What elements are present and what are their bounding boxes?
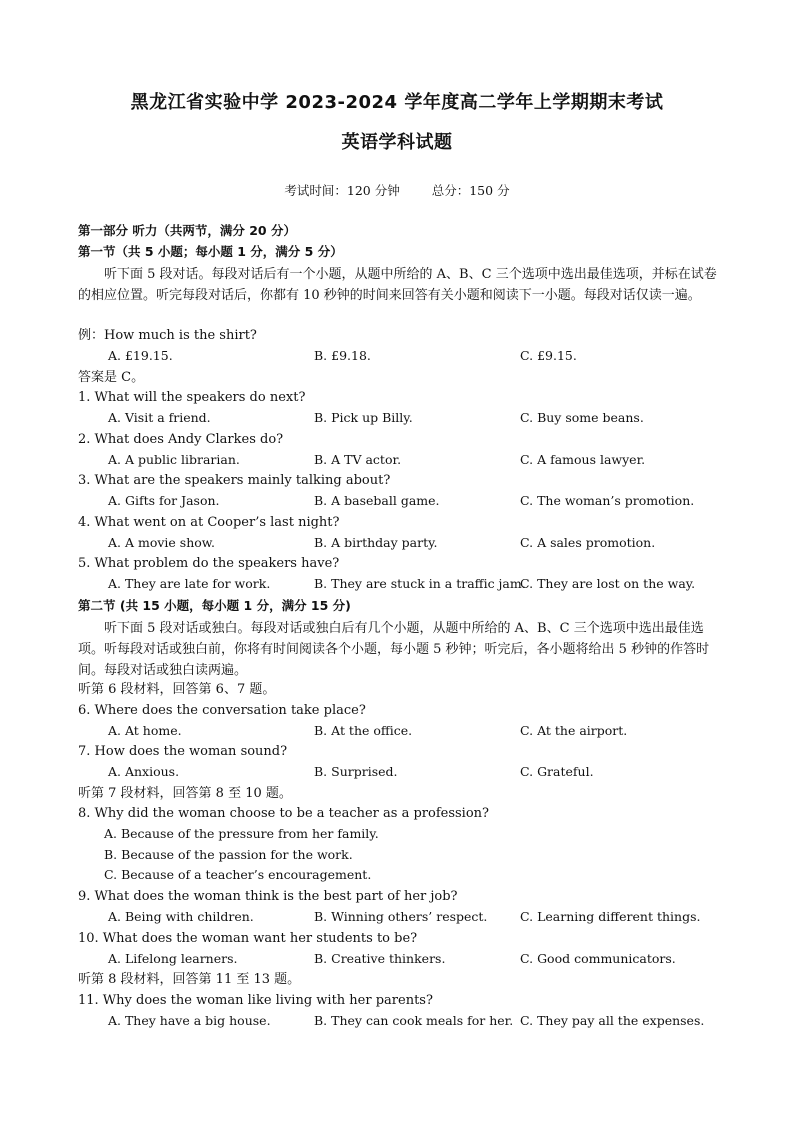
part1-heading: 第一部分 听力（共两节，满分 20 分） [78,223,296,238]
option-b: B. £9.18. [314,348,371,363]
question-options [108,410,728,428]
option-a: A. They have a big house. [108,1013,271,1028]
option-c: C. They pay all the expenses. [520,1013,705,1028]
exam-time: 考试时间：120 分钟 [284,183,400,198]
option-b: B. A TV actor. [314,452,402,467]
section1-instructions: 听下面 5 段对话。每段对话后有一个小题，从题中所给的 A、B、C 三个选项中选出最佳选项，并标在试卷的相应位置。听完每段对话后，你都有 10 秒钟的时间来回答有关小题和阅读下一小题。每段对话仅读一遍。 [78,267,717,303]
option-b: B. They can cook meals for her. [314,1013,514,1028]
question-stem: 2. What does Andy Clarkes do? [78,432,284,447]
option-c: C. Learning different things. [520,909,701,924]
option-c: C. The woman’s promotion. [520,493,695,508]
option-a: A. Because of the pressure from her family. [104,826,379,841]
option-c: C. Buy some beans. [520,410,644,425]
material-8-note: 听第 8 段材料，回答第 11 至 13 题。 [78,972,301,987]
example-answer: 答案是 C。 [78,370,145,385]
question-options [108,535,728,553]
question-options [108,723,728,741]
question-options [108,1013,728,1031]
option-c: C. Grateful. [520,764,594,779]
exam-title: 黑龙江省实验中学 2023-2024 学年度高二学年上学期期末考试 [130,92,664,113]
question-stem: 5. What problem do the speakers have? [78,556,340,571]
example-question: 例：How much is the shirt? [78,328,257,343]
option-c: C. Because of a teacher’s encouragement. [104,867,372,882]
option-a: A. Anxious. [108,764,180,779]
option-a: A. A movie show. [108,535,215,550]
section1-heading: 第一节（共 5 小题；每小题 1 分，满分 5 分） [78,244,343,259]
section2-instructions: 听下面 5 段对话或独白。每段对话或独白后有几个小题，从题中所给的 A、B、C 三个选项中选出最佳选项。听每段对话或独白前，你将有时间阅读各个小题，每小题 5 秒钟；听完后，各小题将给出 5 秒钟的作答时间。每段对话或独白读两遍。 [78,621,710,678]
question-stem: 11. Why does the woman like living with her parents? [78,993,433,1008]
option-a: A. Being with children. [108,909,254,924]
option-c: C. A sales promotion. [520,535,656,550]
option-b: B. They are stuck in a traffic jam. [314,576,526,591]
example-options [108,348,728,366]
total-score: 总分：150 分 [431,183,510,198]
option-c: C. £9.15. [520,348,577,363]
option-a: A. Visit a friend. [108,410,211,425]
question-options [108,764,728,782]
option-b: B. At the office. [314,723,413,738]
option-a: A. At home. [108,723,182,738]
option-a: A. They are late for work. [108,576,271,591]
question-options [108,452,728,470]
option-b: B. A birthday party. [314,535,438,550]
question-stem: 9. What does the woman think is the best part of her job? [78,889,458,904]
question-stem: 3. What are the speakers mainly talking about? [78,473,391,488]
material-6-note: 听第 6 段材料，回答第 6、7 题。 [78,682,276,697]
option-b: B. Winning others’ respect. [314,909,488,924]
option-b: B. A baseball game. [314,493,440,508]
option-c: C. Good communicators. [520,951,676,966]
option-c: C. At the airport. [520,723,628,738]
option-a: A. Gifts for Jason. [108,493,220,508]
question-stem: 4. What went on at Cooper’s last night? [78,515,340,530]
question-options [108,909,728,927]
question-stem: 6. Where does the conversation take place? [78,703,366,718]
question-options [108,493,728,511]
option-c: C. They are lost on the way. [520,576,696,591]
exam-subtitle: 英语学科试题 [341,132,453,153]
option-b: B. Pick up Billy. [314,410,413,425]
question-options [108,576,728,594]
option-b: B. Surprised. [314,764,398,779]
question-stem: 8. Why did the woman choose to be a teacher as a profession? [78,806,489,821]
option-a: A. A public librarian. [108,452,240,467]
option-a: A. £19.15. [108,348,173,363]
option-b: B. Creative thinkers. [314,951,446,966]
question-options [108,951,728,969]
option-c: C. A famous lawyer. [520,452,646,467]
section2-heading: 第二节 (共 15 小题，每小题 1 分，满分 15 分) [78,598,351,613]
material-7-note: 听第 7 段材料，回答第 8 至 10 题。 [78,786,292,801]
option-b: B. Because of the passion for the work. [104,847,353,862]
question-stem: 1. What will the speakers do next? [78,390,306,405]
question-stem: 10. What does the woman want her students to be? [78,931,418,946]
question-stem: 7. How does the woman sound? [78,744,288,759]
option-a: A. Lifelong learners. [108,951,238,966]
exam-meta [0,181,794,199]
